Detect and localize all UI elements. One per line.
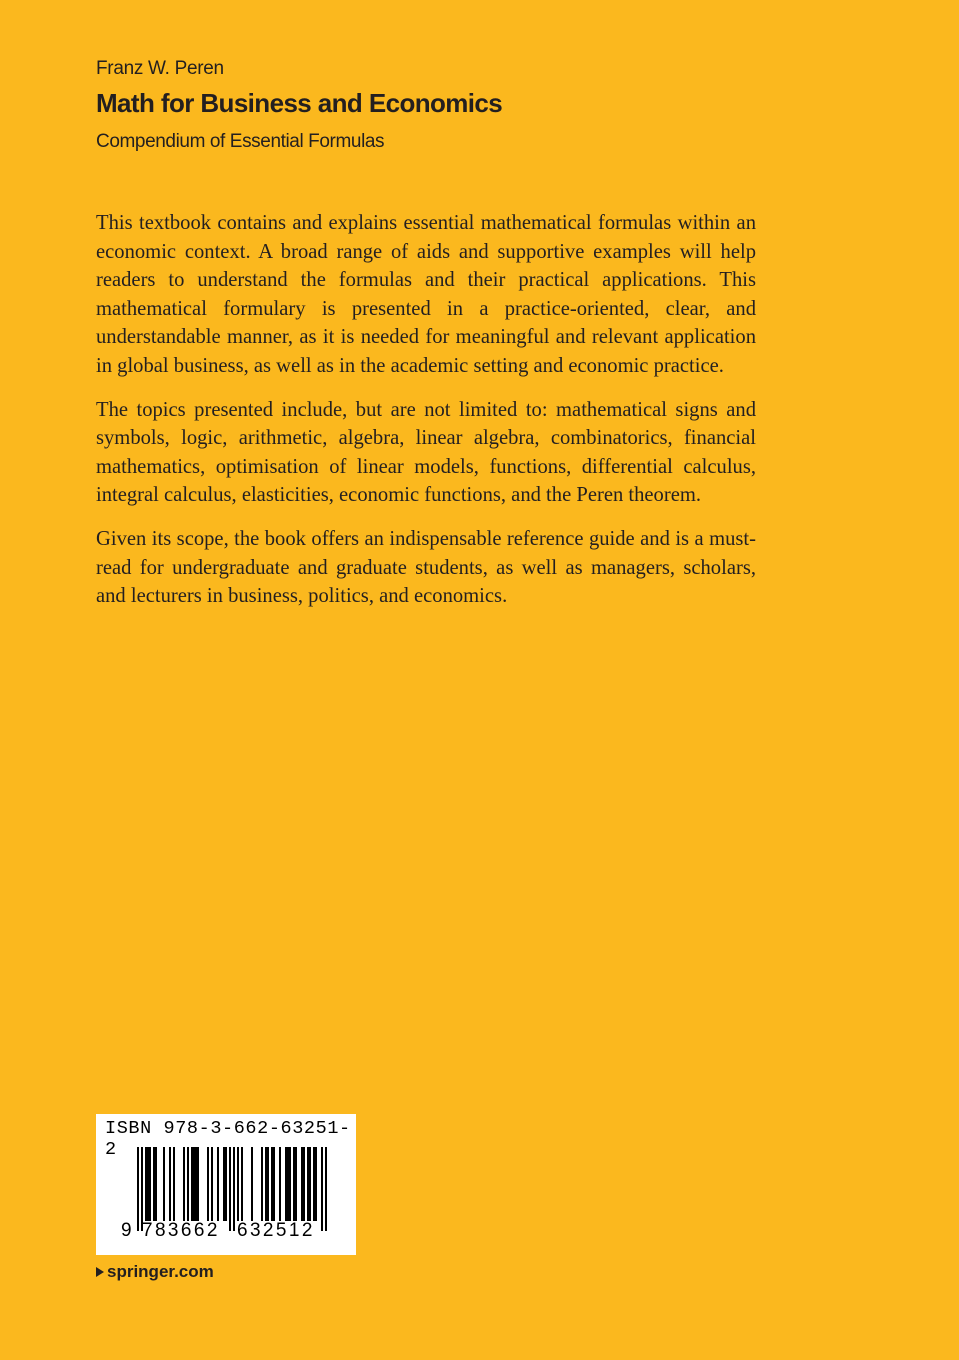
- barcode-bar: [307, 1147, 311, 1221]
- barcode-bar: [173, 1147, 175, 1221]
- blurb-paragraph-1: This textbook contains and explains essential mathematical formulas within an economic context. A broad range of aids and supportive examples will help readers to understand the formulas and their practical applications. This mathematical formulary is presented in a practice-oriented, clear, and understandable manner, as it is needed for meaningful and relevant application in global business, as well as in the academic setting and economic practice.: [96, 212, 756, 377]
- ean-left-group: 783662: [142, 1220, 220, 1241]
- publisher-link[interactable]: [96, 1262, 214, 1282]
- barcode-bar: [211, 1147, 213, 1221]
- barcode-bar: [229, 1147, 231, 1231]
- barcode-bar: [153, 1147, 157, 1221]
- barcode-bar: [183, 1147, 185, 1221]
- book-title: Math for Business and Economics: [96, 88, 503, 118]
- isbn-label: ISBN 978-3-662-63251-2: [105, 1118, 351, 1160]
- barcode-bar: [301, 1147, 305, 1221]
- barcode-bar: [293, 1147, 297, 1221]
- barcode-bar: [141, 1147, 143, 1231]
- barcode-bar: [217, 1147, 219, 1221]
- barcode-bar: [251, 1147, 253, 1221]
- barcode-bar: [313, 1147, 317, 1221]
- barcode-bar: [169, 1147, 171, 1221]
- barcode-bar: [137, 1147, 139, 1231]
- barcode-bar: [279, 1147, 281, 1221]
- blurb-paragraph-3: Given its scope, the book offers an indispensable reference guide and is a must-read for undergraduate and graduate students, as well as managers, scholars, and lecturers in business, politics, and economics.: [96, 527, 756, 608]
- barcode-bar: [163, 1147, 165, 1221]
- author-name: Franz W. Peren: [96, 58, 224, 79]
- barcode-bar: [265, 1147, 269, 1221]
- ean-first-digit: 9: [121, 1220, 132, 1241]
- barcode-bar: [321, 1147, 323, 1231]
- barcode-bar: [271, 1147, 275, 1221]
- barcode-bar: [223, 1147, 227, 1221]
- barcode-bars: [96, 1114, 356, 1255]
- barcode-bar: [241, 1147, 243, 1221]
- barcode-bar: [325, 1147, 327, 1231]
- blurb-paragraph-2: The topics presented include, but are not limited to: mathematical signs and symbols, logic, arithmetic, algebra, linear algebra, combinatorics, financial mathematics, optimisation of linear models, functions, differential calculus, integral calculus, elasticities, economic functions, and the Peren theorem.: [96, 398, 756, 507]
- blurb-text: [96, 209, 756, 626]
- barcode-bar: [237, 1147, 239, 1221]
- barcode-bar: [285, 1147, 291, 1221]
- book-subtitle: Compendium of Essential Formulas: [96, 131, 385, 152]
- publisher-url: springer.com: [107, 1262, 214, 1281]
- barcode-bar: [261, 1147, 263, 1221]
- isbn-barcode: [96, 1114, 356, 1255]
- barcode-bar: [233, 1147, 235, 1231]
- barcode-bar: [145, 1147, 151, 1221]
- ean-right-group: 632512: [237, 1220, 315, 1241]
- barcode-bar: [207, 1147, 209, 1221]
- right-triangle-icon: [96, 1267, 104, 1277]
- barcode-bar: [191, 1147, 199, 1221]
- barcode-bar: [187, 1147, 189, 1221]
